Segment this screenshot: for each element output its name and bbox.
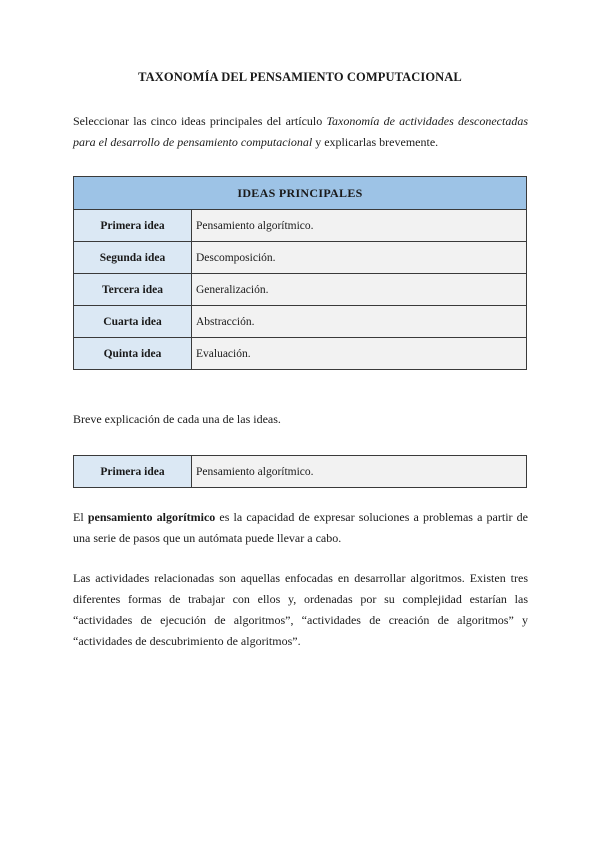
table-row [74,274,527,306]
document-title: TAXONOMÍA DEL PENSAMIENTO COMPUTACIONAL [138,70,462,84]
table-row [74,210,527,242]
idea-value: Abstracción. [192,306,527,338]
idea-label: Tercera idea [74,274,192,306]
table-row [74,338,527,370]
idea-value: Pensamiento algorítmico. [192,210,527,242]
article-title: Taxonomía de actividades desconectadas para el desarrollo de pensamiento computacional [73,114,528,149]
idea-label: Primera idea [74,210,192,242]
explanation-heading: Breve explicación de cada una de las ideas. [73,412,281,426]
idea-label: Cuarta idea [74,306,192,338]
intro-paragraph [73,111,528,153]
ideas-table-header: IDEAS PRINCIPALES [74,177,527,210]
intro-text-before: Seleccionar las cinco ideas principales del artículo [73,114,327,128]
paragraph1-bold-term: pensamiento algorítmico [87,510,216,524]
paragraph1-after: es la capacidad de expresar soluciones a problemas a partir de una serie de pasos que un autómata puede llevar a cabo. [73,510,529,545]
intro-text-after: y explicarlas brevemente. [312,135,439,149]
ideas-table-header-row [74,177,527,210]
idea-label: Segunda idea [74,242,192,274]
idea-value: Evaluación. [192,338,527,370]
algorithmic-thinking-paragraph [73,507,528,549]
ideas-table [73,176,527,370]
first-idea-table [73,455,527,488]
idea-value: Generalización. [192,274,527,306]
table-row [74,242,527,274]
table-row [74,456,527,488]
paragraph1-before: El [73,510,88,524]
first-idea-value: Pensamiento algorítmico. [192,456,527,488]
activities-paragraph: Las actividades relacionadas son aquellas enfocadas en desarrollar algoritmos. Existen tres diferentes formas de trabajar con ellos y, ordenadas por su complejidad estarían las “actividades de ejecución de algoritmos”, “actividades de creación de algoritmos” y “actividades de descubrimiento de algoritmos”. [73,571,528,648]
idea-value: Descomposición. [192,242,527,274]
table-row [74,306,527,338]
idea-label: Quinta idea [74,338,192,370]
first-idea-label: Primera idea [74,456,192,488]
